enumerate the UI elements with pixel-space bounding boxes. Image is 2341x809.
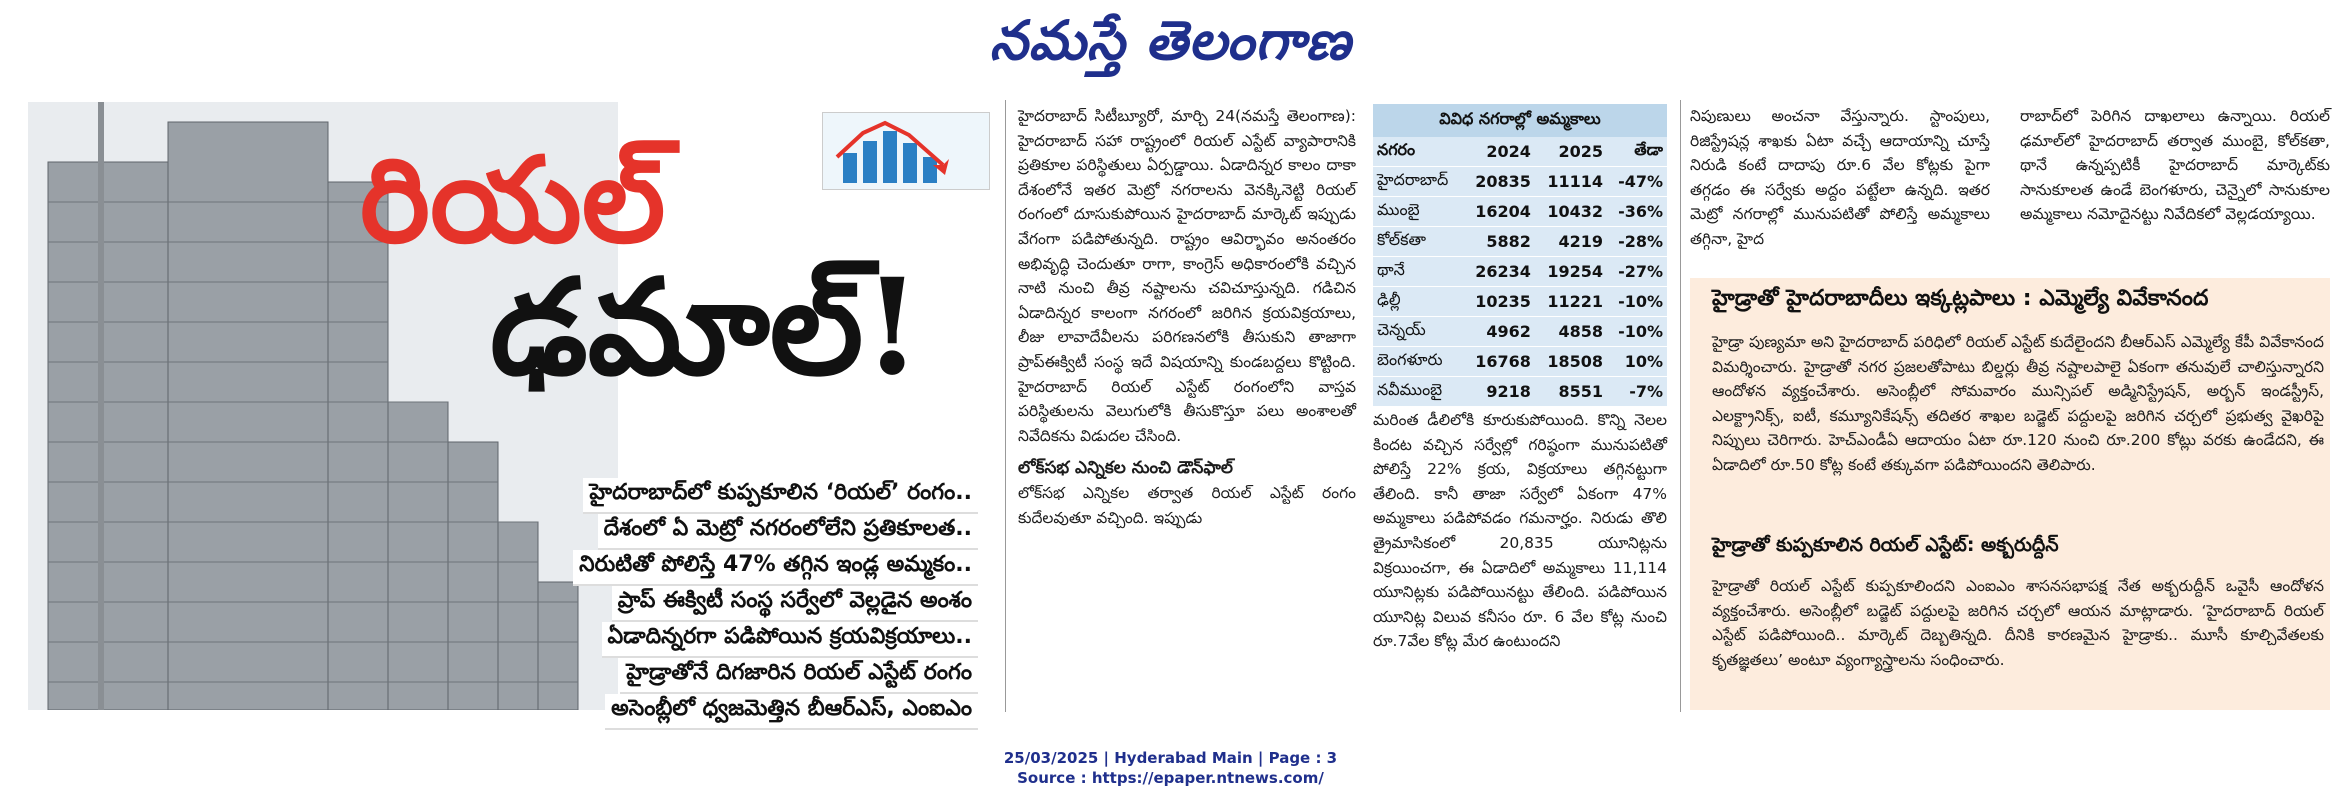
change-cell: -47% xyxy=(1607,167,1667,197)
highlight-1: హైదరాబాద్‌లో కుప్పకూలిన ‘రియల్’ రంగం.. xyxy=(583,478,978,514)
article-column-4: రాబాద్‌లో పెరిగిన దాఖలాలు ఉన్నాయి. రియల్ ఢమాల్‌లో హైదరాబాద్ తర్వాత ముంబై, కోల్‌కతా, థానే ఉన్నప్పటికీ హైదరాబాద్ మార్కెట్‌కు సానుకూలత ఉండే బెంగళూరు, చెన్నైలో సానుకూల అమ్మకాలు నమోదైనట్టు నివేదికలో వెల్లడయ్యాయి. xyxy=(2020,107,2330,224)
value-cell: 8551 xyxy=(1535,377,1607,407)
value-cell: 4962 xyxy=(1463,317,1535,347)
value-cell: 10432 xyxy=(1535,197,1607,227)
sales-table-header xyxy=(1373,137,1667,167)
table-row xyxy=(1373,317,1667,347)
header-cell: 2025 xyxy=(1535,137,1607,167)
sidebar-box-subhead: హైడ్రాతో కుప్పకూలిన రియల్ ఎస్టేట్: అక్బరుద్దీన్ xyxy=(1712,534,2059,556)
highlight-3: నిరుటితో పోలిస్తే 47% తగ్గిన ఇండ్ల అమ్మకం.. xyxy=(573,550,978,586)
article-column-2: మరింత డీలిలోకి కూరుకుపోయింది. కొన్ని నెలల కిందట వచ్చిన సర్వేల్లో గరిష్ఠంగా మునుపటితో పోలిస్తే 22% క్రయ, విక్రయాలు తగ్గినట్టుగా తేలింది. కానీ తాజా సర్వేలో ఏకంగా 47% అమ్మకాలు పడిపోవడం గమనార్హం. నిరుడు తొలి త్రైమాసికంలో 20,835 యూనిట్లను విక్రయించగా, ఈ ఏడాదిలో అమ్మకాలు 11,114 యూనిట్లకు పడిపోయినట్టు తేలింది. పడిపోయిన యూనిట్ల విలువ కనీసం రూ. 6 వేల కోట్ల నుంచి రూ.7వేల కోట్ల మేర ఉంటుందని xyxy=(1373,411,1667,651)
city-cell: థానే xyxy=(1373,257,1463,287)
city-cell: హైదరాబాద్ xyxy=(1373,167,1463,197)
table-row xyxy=(1373,257,1667,287)
column-divider xyxy=(1680,100,1681,712)
value-cell: 18508 xyxy=(1535,347,1607,377)
footer-source: Source : https://epaper.ntnews.com/ xyxy=(1017,769,1324,787)
value-cell: 4858 xyxy=(1535,317,1607,347)
masthead-logo: నమస్తే తెలంగాణ xyxy=(989,8,1352,72)
article-column-1-body2: లోక్‌సభ ఎన్నికల తర్వాత రియల్ ఎస్టేట్ రంగం కుదేలవుతూ వచ్చింది. ఇప్పుడు xyxy=(1018,483,1356,527)
value-cell: 26234 xyxy=(1463,257,1535,287)
table-row xyxy=(1373,197,1667,227)
article-column-3: నిపుణులు అంచనా వేస్తున్నారు. స్టాంపులు, రిజిస్ట్రేషన్ల శాఖకు ఏటా వచ్చే ఆదాయాన్ని చూస్తే నిరుడి కంటే దాదాపు రూ.6 వేల కోట్లకు పైగా తగ్గడం ఈ సర్వేకు అద్దం పట్టేలా ఉన్నది. ఇతర మెట్రో నగరాల్లో మునుపటితో పోలిస్తే అమ్మకాలు తగ్గినా, హైద xyxy=(1690,107,1990,248)
highlight-2: దేశంలో ఏ మెట్రో నగరంలోలేని ప్రతికూలత.. xyxy=(598,514,978,550)
change-cell: -7% xyxy=(1607,377,1667,407)
city-cell: చెన్నయ్ xyxy=(1373,317,1463,347)
change-cell: -28% xyxy=(1607,227,1667,257)
value-cell: 11114 xyxy=(1535,167,1607,197)
value-cell: 5882 xyxy=(1463,227,1535,257)
table-row xyxy=(1373,287,1667,317)
header-cell: 2024 xyxy=(1463,137,1535,167)
value-cell: 4219 xyxy=(1535,227,1607,257)
city-cell: బెంగళూరు xyxy=(1373,347,1463,377)
header-cell: నగరం xyxy=(1373,137,1463,167)
page-footer xyxy=(0,748,2341,788)
sidebar-box-body: హైడ్రా పుణ్యమా అని హైదరాబాద్ పరిధిలో రియల్ ఎస్టేట్ కుదేలైందని బీఆర్ఎస్ ఎమ్మెల్యే కేపీ వివేకానంద విమర్శించారు. హైడ్రాతో నగర ప్రజలతోపాటు బిల్డర్లు తీవ్ర నష్టాలపాలై ఏకంగా తనువులే చాలిస్తున్నారని ఆందోళన వ్యక్తంచేశారు. అసెంబ్లీలో సోమవారం మున్సిపల్ అడ్మినిస్ట్రేషన్, అర్బన్ ఇండస్ట్రీస్, ఎలక్ట్రానిక్స్, ఐటీ, కమ్యూనికేషన్స్ తదితర శాఖల బడ్జెట్ పద్దులపై జరిగిన చర్చలో ప్రభుత్వ వైఖరిపై నిప్పులు చెరిగారు. హెచ్ఎండీఏ ఆదాయం ఏటా రూ.120 నుంచి రూ.200 కోట్లు వరకు ఉండేదని, ఈ ఏడాదిలో రూ.50 కోట్ల కంటే తక్కువగా పడిపోయిందని తెలిపారు. xyxy=(1712,333,2324,474)
value-cell: 16768 xyxy=(1463,347,1535,377)
value-cell: 10235 xyxy=(1463,287,1535,317)
value-cell: 19254 xyxy=(1535,257,1607,287)
sales-table xyxy=(1373,104,1667,407)
highlight-5: ఏడాదిన్నరగా పడిపోయిన క్రయవిక్రయాలు.. xyxy=(602,622,978,658)
change-cell: -10% xyxy=(1607,317,1667,347)
footer-dateline: 25/03/2025 | Hyderabad Main | Page : 3 xyxy=(1003,749,1338,767)
value-cell: 16204 xyxy=(1463,197,1535,227)
change-cell: -27% xyxy=(1607,257,1667,287)
article-column-1-body: హైదరాబాద్ సిటీబ్యూరో, మార్చి 24(నమస్తే తెలంగాణ): హైదరాబాద్ సహా రాష్ట్రంలో రియల్ ఎస్టేట్ వ్యాపారానికి ప్రతికూల పరిస్థితులు ఏర్పడ్డాయి. ఏడాదిన్నర కాలం దాకా దేశంలోనే ఇతర మెట్రో నగరాలను వెనక్కినెట్టి రియల్ రంగంలో దూసుకుపోయిన హైదరాబాద్ మార్కెట్ ఇప్పుడు వేగంగా పడిపోతున్నది. రాష్ట్రం ఆవిర్భావం అనంతరం అభివృద్ధి చెందుతూ రాగా, కాంగ్రెస్ అధికారంలోకి వచ్చిన నాటి నుంచి తీవ్ర నష్టాలను చవిచూస్తున్నది. గడిచిన ఏడాదిన్నర కాలంగా నగరంలో జరిగిన క్రయవిక్రయాలు, లీజు లావాదేవీలను పరిగణనలోకి తీసుకుని తాజాగా ప్రాప్ఈక్విటీ సంస్థ ఇదే విషయాన్ని కుండబద్దలు కొట్టింది. హైదరాబాద్ రియల్ ఎస్టేట్ రంగంలోని వాస్తవ పరిస్థితులను వెలుగులోకి తీసుకొస్తూ పలు అంశాలతో నివేదికను విడుదల చేసింది. xyxy=(1018,107,1356,445)
header-cell: తేడా xyxy=(1607,137,1667,167)
column-divider xyxy=(1005,100,1006,712)
article-column-1 xyxy=(1018,104,1356,530)
city-cell: ఢిల్లీ xyxy=(1373,287,1463,317)
headline-line-2: ఢమాల్! xyxy=(490,250,922,405)
sales-table-title: వివిధ నగరాల్లో అమ్మకాలు xyxy=(1373,104,1667,137)
highlight-6: హైడ్రాతోనే దిగజారిన రియల్ ఎస్టేట్ రంగం xyxy=(620,658,978,694)
table-row xyxy=(1373,377,1667,407)
city-cell: ముంబై xyxy=(1373,197,1463,227)
value-cell: 11221 xyxy=(1535,287,1607,317)
value-cell: 9218 xyxy=(1463,377,1535,407)
value-cell: 20835 xyxy=(1463,167,1535,197)
headline-line-1: రియల్ xyxy=(360,130,666,269)
table-row xyxy=(1373,347,1667,377)
sidebar-box-body2: హైడ్రాతో రియల్ ఎస్టేట్ కుప్పకూలిందని ఎంఐఎం శాసనసభాపక్ష నేత అక్బరుద్దీన్ ఒవైసీ ఆందోళన వ్యక్తంచేశారు. అసెంబ్లీలో బడ్జెట్ పద్దులపై జరిగిన చర్చలో ఆయన మాట్లాడారు. ‘హైదరాబాద్ రియల్ ఎస్టేట్ పడిపోయింది.. మార్కెట్ దెబ్బతిన్నది. దీనికి కారణమైన హైడ్రాకు.. మూసీ కూల్చివేతలకు కృతజ్ఞతలు’ అంటూ వ్యంగ్యాస్త్రాలను సంధించారు. xyxy=(1712,577,2324,669)
table-row xyxy=(1373,167,1667,197)
article-subhead-1: లోక్‌సభ ఎన్నికల నుంచి డౌన్‌ఫాల్ xyxy=(1018,458,1233,479)
table-row xyxy=(1373,227,1667,257)
change-cell: 10% xyxy=(1607,347,1667,377)
highlight-7: అసెంబ్లీలో ధ్వజమెత్తిన బీఆర్ఎస్, ఎంఐఎం xyxy=(605,694,978,730)
highlight-4: ప్రాప్ ఈక్విటీ సంస్థ సర్వేలో వెల్లడైన అంశం xyxy=(612,586,978,622)
change-cell: -10% xyxy=(1607,287,1667,317)
city-cell: నవీముంబై xyxy=(1373,377,1463,407)
sidebar-box-title: హైడ్రాతో హైదరాబాదీలు ఇక్కట్లపాలు : ఎమ్మెల్యే వివేకానంద xyxy=(1712,286,2209,311)
city-cell: కోల్‌కతా xyxy=(1373,227,1463,257)
change-cell: -36% xyxy=(1607,197,1667,227)
declining-chart-icon xyxy=(822,112,990,190)
